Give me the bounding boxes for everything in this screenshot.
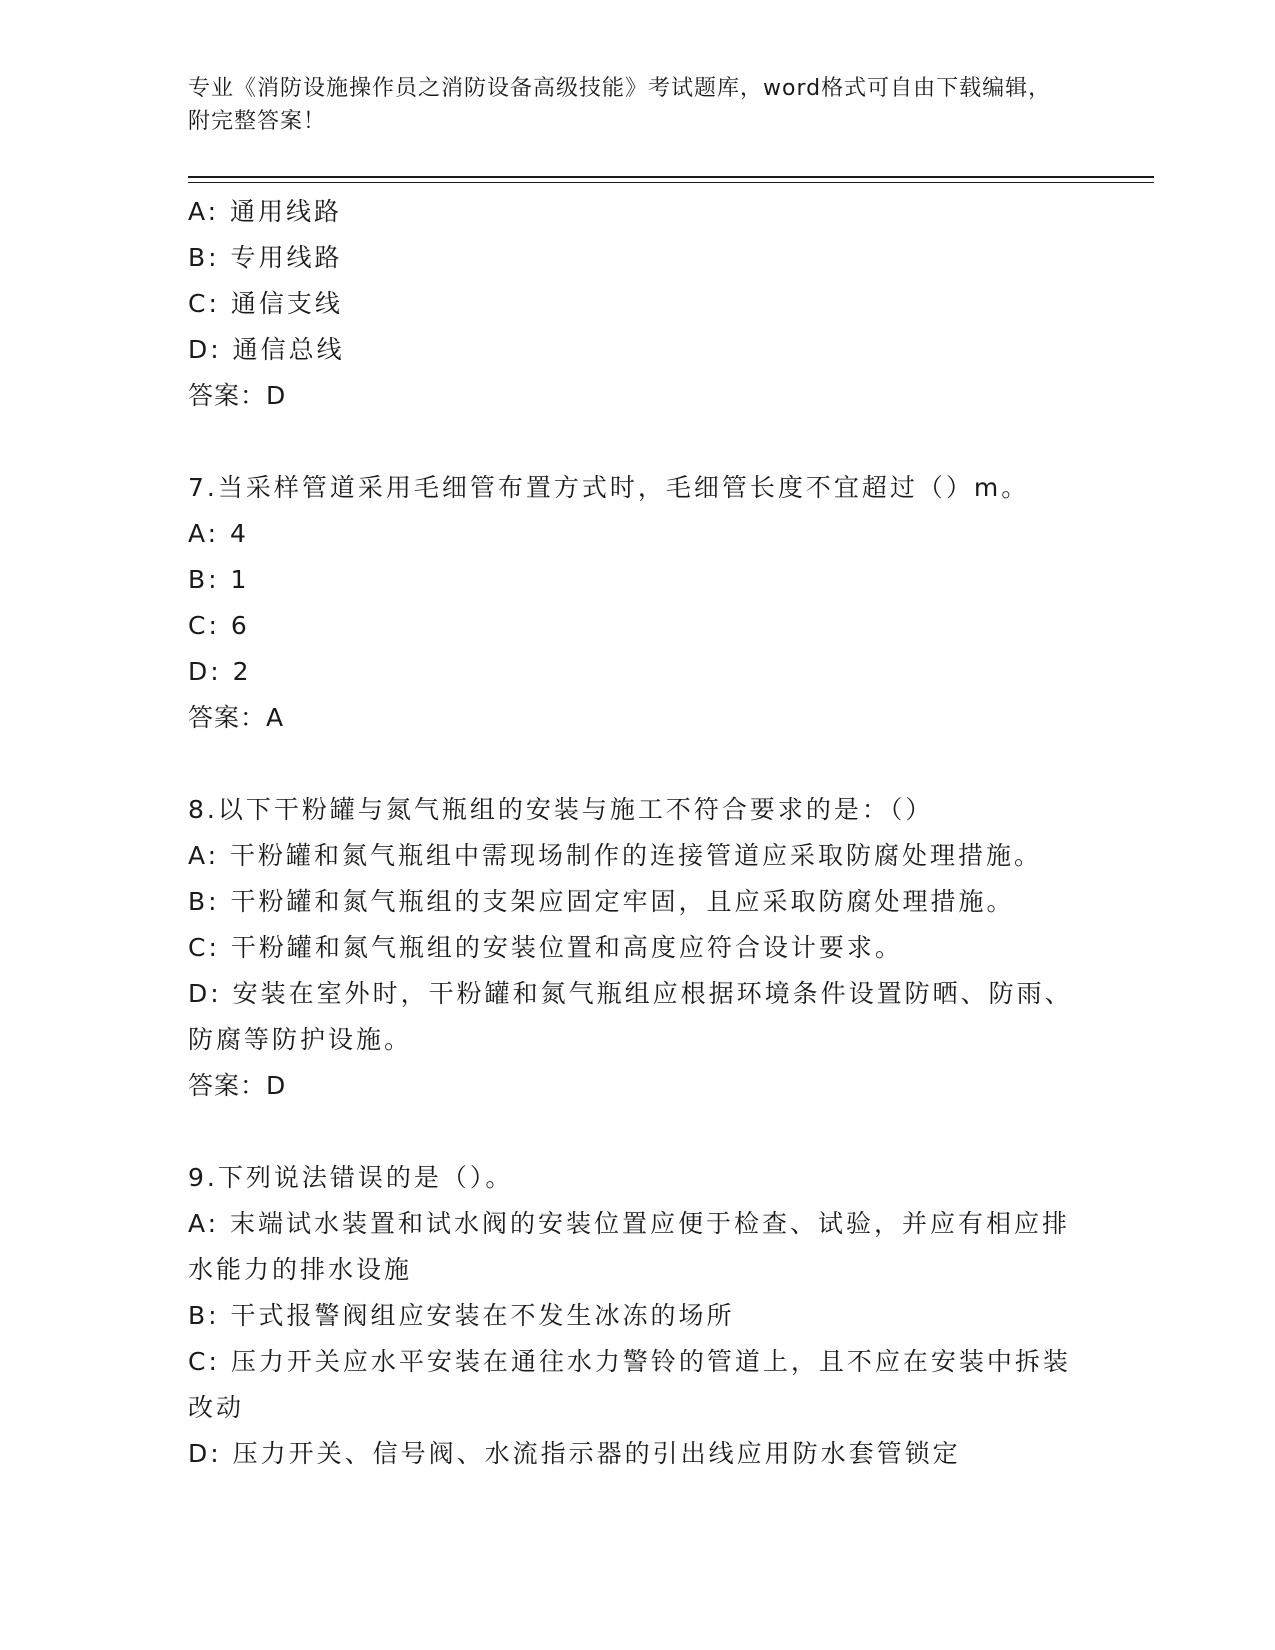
answer-label: 答案：D <box>188 381 287 410</box>
option-d: D: 安装在室外时，干粉罐和氮气瓶组应根据环境条件设置防晒、防雨、防腐等防护设施。 <box>188 979 1073 1054</box>
option-a: A: 通用线路 <box>188 197 343 226</box>
header-rule-thin <box>188 182 1154 183</box>
question-7-block <box>188 465 1088 741</box>
prev-question-block <box>188 189 1088 419</box>
question-7-text: 7.当采样管道采用毛细管布置方式时，毛细管长度不宜超过（）m。 <box>188 473 1030 502</box>
option-d: D: 压力开关、信号阀、水流指示器的引出线应用防水套管锁定 <box>188 1439 961 1468</box>
answer-label: 答案：A <box>188 703 285 732</box>
option-a: A: 干粉罐和氮气瓶组中需现场制作的连接管道应采取防腐处理措施。 <box>188 841 1043 870</box>
option-c: C: 压力开关应水平安装在通往水力警铃的管道上，且不应在安装中拆装改动 <box>188 1347 1071 1422</box>
option-d: D: 通信总线 <box>188 335 345 364</box>
option-c: C: 干粉罐和氮气瓶组的安装位置和高度应符合设计要求。 <box>188 933 903 962</box>
option-c: C: 6 <box>188 611 250 640</box>
header-rule-thick <box>188 176 1154 178</box>
option-a: A: 4 <box>188 519 249 548</box>
option-c: C: 通信支线 <box>188 289 343 318</box>
option-b: B: 专用线路 <box>188 243 343 272</box>
question-9-text: 9.下列说法错误的是（）。 <box>188 1163 514 1192</box>
question-list <box>188 189 1088 1477</box>
option-b: B: 干粉罐和氮气瓶组的支架应固定牢固，且应采取防腐处理措施。 <box>188 887 1015 916</box>
option-d: D: 2 <box>188 657 252 686</box>
document-header: 专业《消防设施操作员之消防设备高级技能》考试题库，word格式可自由下载编辑，附完整答案！ <box>188 76 1052 134</box>
option-b: B: 干式报警阀组应安装在不发生冰冻的场所 <box>188 1301 735 1330</box>
question-8-block <box>188 787 1088 1109</box>
option-b: B: 1 <box>188 565 250 594</box>
question-8-text: 8.以下干粉罐与氮气瓶组的安装与施工不符合要求的是：（） <box>188 795 934 824</box>
answer-label: 答案：D <box>188 1071 287 1100</box>
option-a: A: 末端试水装置和试水阀的安装位置应便于检查、试验，并应有相应排水能力的排水设施 <box>188 1209 1071 1284</box>
question-9-block <box>188 1155 1088 1477</box>
